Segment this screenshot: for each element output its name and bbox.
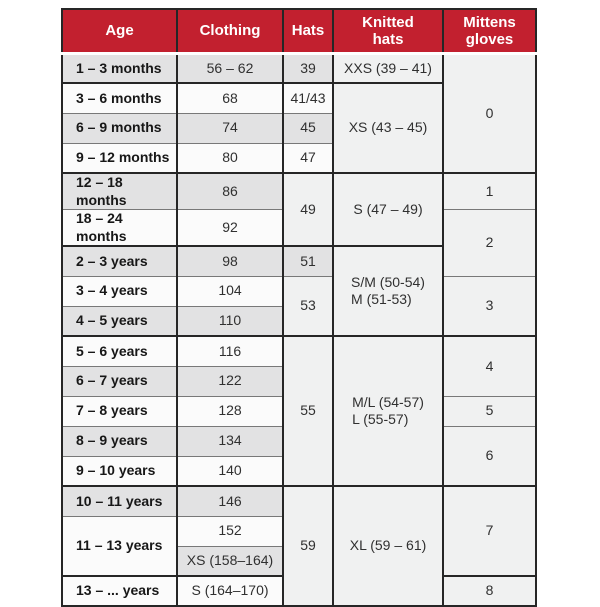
header-clothing xyxy=(177,9,283,53)
cell-clothing: 92 xyxy=(177,210,283,247)
cell-clothing: 56 – 62 xyxy=(177,53,283,83)
cell-hats: 41/43 xyxy=(283,83,333,113)
cell-line: M/L (54-57) xyxy=(352,393,424,410)
header-label: Knitted xyxy=(362,13,414,31)
cell-age: 6 – 9 months xyxy=(62,113,177,143)
cell-clothing: 86 xyxy=(177,173,283,210)
cell-clothing: 80 xyxy=(177,143,283,173)
cell-age: 10 – 11 years xyxy=(62,486,177,516)
cell-age: 12 – 18 months xyxy=(62,173,177,210)
cell-age: 13 – ... years xyxy=(62,576,177,606)
header-knitted xyxy=(333,9,443,53)
header-label: Clothing xyxy=(199,22,261,40)
cell-age: 4 – 5 years xyxy=(62,306,177,336)
header-row xyxy=(62,9,536,53)
cell-age: 9 – 10 years xyxy=(62,456,177,486)
cell-knitted: S (47 – 49) xyxy=(333,173,443,246)
cell-hats: 49 xyxy=(283,173,333,246)
cell-age: 3 – 4 years xyxy=(62,276,177,306)
cell-knitted xyxy=(333,246,443,336)
cell-mittens: 8 xyxy=(443,576,536,606)
cell-age: 2 – 3 years xyxy=(62,246,177,276)
cell-mittens: 7 xyxy=(443,486,536,576)
table-row xyxy=(62,336,536,366)
cell-hats: 53 xyxy=(283,276,333,336)
size-table-body xyxy=(62,53,536,606)
cell-hats: 55 xyxy=(283,336,333,486)
cell-hats: 45 xyxy=(283,113,333,143)
header-label: hats xyxy=(372,30,404,48)
cell-line: S/M (50-54) xyxy=(351,273,425,290)
table-row xyxy=(62,53,536,83)
cell-knitted: XXS (39 – 41) xyxy=(333,53,443,83)
cell-knitted: XS (43 – 45) xyxy=(333,83,443,173)
cell-clothing: 152 xyxy=(177,516,283,546)
cell-mittens: 2 xyxy=(443,210,536,277)
cell-age: 9 – 12 months xyxy=(62,143,177,173)
cell-line: M (51-53) xyxy=(351,291,412,307)
cell-age: 1 – 3 months xyxy=(62,53,177,83)
cell-age: 8 – 9 years xyxy=(62,426,177,456)
cell-multiline xyxy=(351,274,425,309)
cell-age: 6 – 7 years xyxy=(62,366,177,396)
header-mittens xyxy=(443,9,536,53)
header-hats xyxy=(283,9,333,53)
cell-clothing: 98 xyxy=(177,246,283,276)
header-label: gloves xyxy=(465,30,514,48)
cell-hats: 59 xyxy=(283,486,333,606)
cell-clothing: XS (158–164) xyxy=(177,546,283,576)
cell-clothing: 68 xyxy=(177,83,283,113)
cell-age: 7 – 8 years xyxy=(62,396,177,426)
cell-knitted: XL (59 – 61) xyxy=(333,486,443,606)
cell-clothing: 74 xyxy=(177,113,283,143)
cell-clothing: 110 xyxy=(177,306,283,336)
cell-age: 18 – 24 months xyxy=(62,210,177,247)
table-row xyxy=(62,173,536,210)
cell-mittens: 4 xyxy=(443,336,536,396)
cell-clothing: 146 xyxy=(177,486,283,516)
cell-clothing: 134 xyxy=(177,426,283,456)
header-label: Mittens xyxy=(463,13,516,31)
table-row xyxy=(62,276,536,306)
cell-mittens: 1 xyxy=(443,173,536,210)
cell-clothing: 104 xyxy=(177,276,283,306)
cell-clothing: 116 xyxy=(177,336,283,366)
cell-mittens: 3 xyxy=(443,276,536,336)
size-chart-table xyxy=(61,8,537,607)
cell-hats: 51 xyxy=(283,246,333,276)
cell-clothing: 128 xyxy=(177,396,283,426)
cell-mittens: 5 xyxy=(443,396,536,426)
cell-line: L (55-57) xyxy=(352,411,409,427)
cell-age: 3 – 6 months xyxy=(62,83,177,113)
cell-hats: 39 xyxy=(283,53,333,83)
cell-mittens: 0 xyxy=(443,53,536,173)
cell-clothing: 140 xyxy=(177,456,283,486)
header-age xyxy=(62,9,177,53)
cell-hats: 47 xyxy=(283,143,333,173)
table-header xyxy=(62,9,536,53)
cell-multiline xyxy=(352,394,424,429)
header-label: Hats xyxy=(291,22,325,40)
cell-age: 5 – 6 years xyxy=(62,336,177,366)
cell-knitted xyxy=(333,336,443,486)
table-row xyxy=(62,486,536,516)
cell-clothing: S (164–170) xyxy=(177,576,283,606)
cell-mittens: 6 xyxy=(443,426,536,486)
cell-age: 11 – 13 years xyxy=(62,516,177,576)
cell-clothing: 122 xyxy=(177,366,283,396)
header-label: Age xyxy=(105,22,134,40)
